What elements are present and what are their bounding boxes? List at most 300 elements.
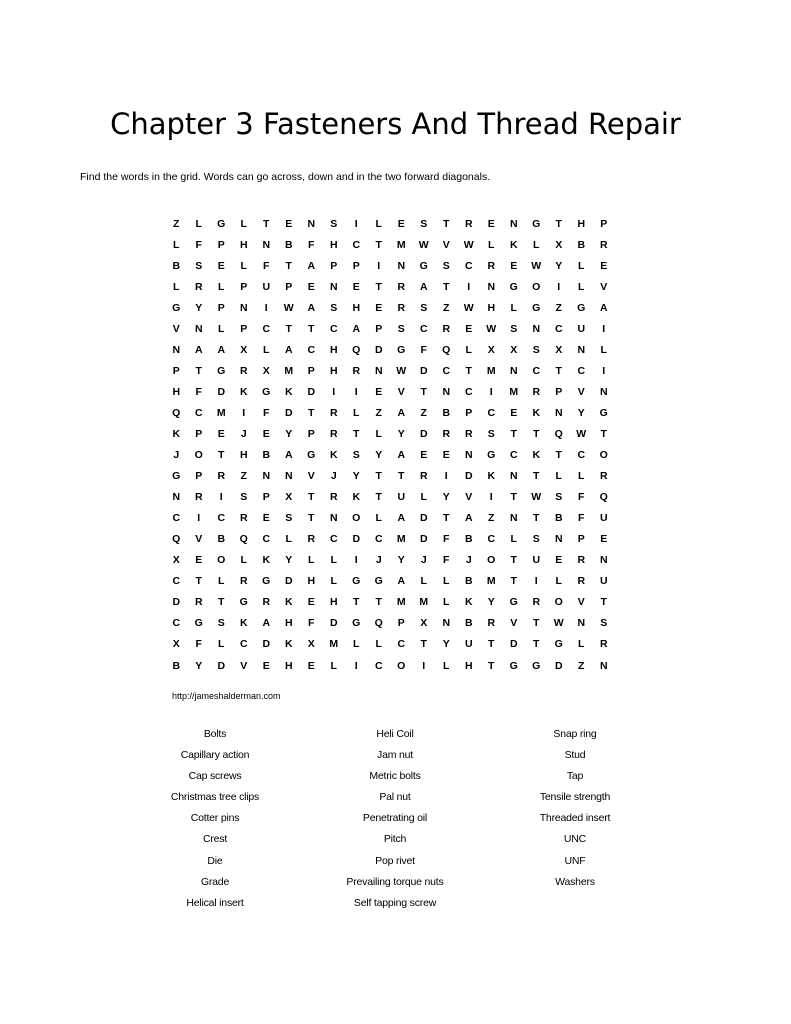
grid-letter: S [420,217,428,230]
grid-letter: P [375,322,383,335]
grid-letter: E [487,217,495,230]
grid-letter: F [443,533,450,546]
grid-letter: T [218,596,225,609]
grid-letter: P [555,385,563,398]
grid-letter: W [396,364,407,377]
grid-letter: Q [374,617,383,630]
word-list-item: Prevailing torque nuts [346,875,444,888]
grid-letter: Z [375,406,382,419]
grid-letter: M [486,575,496,588]
grid-letter: B [464,533,473,546]
grid-letter: K [172,427,181,440]
grid-letter: N [442,617,451,630]
grid-letter: L [308,554,315,567]
grid-letter: R [194,280,203,293]
grid-letter: T [488,638,495,651]
word-list-item: Die [207,854,223,867]
grid-letter: Q [172,406,181,419]
grid-letter: T [555,364,562,377]
grid-letter: P [217,301,225,314]
word-list-item: Threaded insert [539,812,611,825]
grid-letter: N [239,301,248,314]
grid-letter: D [329,617,338,630]
grid-letter: L [420,491,427,504]
word-list-item: Christmas tree clips [170,791,260,804]
grid-letter: F [195,238,202,251]
grid-letter: L [443,659,450,672]
grid-letter: Y [577,406,585,419]
grid-letter: M [419,596,429,609]
grid-letter: L [353,406,360,419]
grid-letter: T [218,449,225,462]
grid-letter: D [217,659,226,672]
grid-letter: U [397,491,406,504]
grid-letter: T [533,638,540,651]
grid-letter: S [532,343,540,356]
grid-letter: S [195,259,203,272]
grid-letter: D [307,385,316,398]
grid-letter: G [217,217,226,230]
grid-letter: V [195,533,203,546]
grid-letter: T [285,259,292,272]
grid-letter: N [509,217,518,230]
grid-letter: T [555,217,562,230]
grid-letter: T [510,491,517,504]
grid-letter: P [195,427,203,440]
grid-letter: G [352,617,361,630]
grid-letter: A [262,617,271,630]
grid-letter: H [329,364,338,377]
grid-letter: N [172,491,181,504]
grid-letter: T [533,617,540,630]
grid-letter: W [531,259,542,272]
word-list-item: Capillary action [180,749,250,762]
grid-letter: U [577,322,586,335]
grid-letter: I [377,259,381,272]
grid-letter: R [577,554,586,567]
grid-letter: I [467,280,471,293]
grid-letter: C [329,322,338,335]
word-list-item: Washers [555,875,595,888]
grid-letter: T [533,512,540,525]
grid-letter: G [509,659,518,672]
grid-letter: R [577,575,586,588]
grid-letter: R [532,596,541,609]
grid-letter: T [555,449,562,462]
grid-letter: L [218,322,225,335]
grid-letter: C [262,533,271,546]
grid-letter: E [420,449,428,462]
word-list-item: Crest [202,833,228,846]
grid-letter: B [217,533,226,546]
grid-letter: O [487,554,496,567]
page-title: Chapter 3 Fasteners And Thread Repair [110,107,681,141]
grid-letter: S [352,449,360,462]
grid-letter: Q [554,427,563,440]
grid-letter: A [307,301,316,314]
grid-letter: L [443,575,450,588]
grid-letter: O [532,280,541,293]
grid-letter: L [218,280,225,293]
grid-letter: C [172,575,181,588]
grid-letter: N [442,385,451,398]
grid-letter: T [420,385,427,398]
grid-letter: E [465,322,473,335]
grid-letter: R [352,364,361,377]
grid-letter: D [419,512,428,525]
grid-letter: X [240,343,248,356]
grid-letter: P [307,364,315,377]
grid-letter: T [375,470,382,483]
grid-letter: X [510,343,518,356]
grid-letter: K [487,470,496,483]
grid-letter: L [353,638,360,651]
grid-letter: N [464,449,473,462]
grid-letter: A [397,406,406,419]
word-column-1 [90,726,340,916]
grid-letter: G [217,364,226,377]
grid-letter: D [509,638,518,651]
grid-letter: E [307,596,315,609]
grid-letter: X [555,343,563,356]
grid-letter: D [464,470,473,483]
word-search-grid [165,213,615,676]
grid-letter: A [194,343,203,356]
grid-letter: T [308,322,315,335]
grid-letter: R [599,238,608,251]
grid-letter: N [554,533,563,546]
grid-letter: L [240,217,247,230]
grid-letter: Q [172,533,181,546]
grid-letter: Z [240,470,247,483]
grid-letter: S [240,491,248,504]
grid-letter: L [578,259,585,272]
grid-letter: Y [195,659,203,672]
grid-letter: A [217,343,226,356]
grid-letter: K [239,617,248,630]
grid-letter: H [284,617,293,630]
grid-letter: C [464,385,473,398]
grid-letter: P [352,259,360,272]
grid-letter: B [577,238,586,251]
grid-letter: S [600,617,608,630]
word-list-item: Helical insert [186,896,244,909]
grid-letter: R [329,491,338,504]
grid-letter: C [262,322,271,335]
grid-letter: H [329,238,338,251]
grid-letter: L [173,280,180,293]
grid-letter: K [329,449,338,462]
grid-letter: L [240,554,247,567]
grid-letter: E [510,259,518,272]
grid-letter: Y [397,554,405,567]
grid-letter: C [194,406,203,419]
grid-letter: S [330,217,338,230]
grid-letter: F [443,554,450,567]
grid-letter: G [374,575,383,588]
word-list-item: Grade [200,875,230,888]
grid-letter: E [600,533,608,546]
grid-letter: G [577,301,586,314]
grid-letter: H [172,385,181,398]
grid-letter: L [555,470,562,483]
word-list-item: Jam nut [377,749,413,762]
grid-letter: G [509,280,518,293]
grid-letter: T [533,427,540,440]
grid-letter: V [240,659,248,672]
grid-letter: P [240,322,248,335]
word-list-item: UNF [564,854,586,867]
grid-letter: N [532,322,541,335]
grid-letter: N [329,512,338,525]
grid-letter: A [284,449,293,462]
grid-letter: F [308,617,315,630]
grid-letter: T [308,512,315,525]
grid-letter: P [397,617,405,630]
grid-letter: Y [352,470,360,483]
grid-letter: M [396,238,406,251]
grid-letter: P [217,238,225,251]
grid-letter: R [239,512,248,525]
grid-letter: X [172,638,180,651]
grid-letter: K [352,491,361,504]
grid-letter: N [577,343,586,356]
grid-letter: C [442,364,451,377]
grid-letter: K [284,596,293,609]
grid-letter: Y [397,427,405,440]
grid-letter: W [531,491,542,504]
grid-letter: N [284,470,293,483]
grid-letter: I [354,659,358,672]
grid-letter: R [599,638,608,651]
grid-letter: R [419,470,428,483]
grid-letter: X [262,364,270,377]
grid-letter: I [197,512,201,525]
grid-letter: G [262,385,271,398]
grid-letter: V [172,322,180,335]
grid-letter: A [397,449,406,462]
grid-letter: G [532,217,541,230]
grid-letter: P [465,406,473,419]
grid-letter: T [510,554,517,567]
grid-letter: L [600,343,607,356]
grid-letter: O [194,449,203,462]
grid-letter: G [487,449,496,462]
grid-letter: T [600,596,607,609]
grid-letter: L [240,259,247,272]
word-list-item: Snap ring [553,728,597,740]
grid-letter: X [420,617,428,630]
grid-letter: L [218,575,225,588]
grid-letter: G [599,406,608,419]
grid-letter: W [283,301,294,314]
grid-letter: C [239,638,248,651]
grid-letter: E [217,259,225,272]
grid-letter: L [488,238,495,251]
grid-letter: G [194,617,203,630]
grid-letter: V [307,470,315,483]
grid-letter: O [397,659,406,672]
grid-letter: X [555,238,563,251]
grid-letter: L [578,638,585,651]
grid-letter: C [172,617,181,630]
grid-letter: A [599,301,608,314]
grid-letter: N [599,554,608,567]
grid-letter: H [329,343,338,356]
grid-letter: I [354,385,358,398]
grid-letter: R [487,259,496,272]
grid-letter: S [555,491,563,504]
grid-letter: I [354,554,358,567]
grid-letter: E [600,259,608,272]
grid-letter: H [577,217,586,230]
grid-letter: L [465,343,472,356]
grid-letter: T [488,659,495,672]
grid-letter: C [172,512,181,525]
grid-letter: Z [555,301,562,314]
grid-letter: L [173,238,180,251]
grid-letter: L [375,427,382,440]
grid-letter: L [578,280,585,293]
grid-letter: M [396,533,406,546]
grid-letter: W [418,238,429,251]
grid-letter: Q [239,533,248,546]
grid-letter: T [443,280,450,293]
grid-letter: I [444,470,448,483]
grid-letter: E [510,406,518,419]
grid-letter: I [557,280,561,293]
grid-letter: P [330,259,338,272]
grid-letter: R [329,406,338,419]
grid-letter: D [172,596,181,609]
word-list-item: Bolts [203,728,227,740]
grid-letter: E [375,301,383,314]
grid-letter: X [172,554,180,567]
grid-letter: E [285,217,293,230]
grid-letter: D [262,638,271,651]
grid-letter: F [263,406,270,419]
grid-letter: D [352,533,361,546]
grid-letter: Y [442,491,450,504]
grid-letter: E [262,427,270,440]
grid-letter: P [577,533,585,546]
grid-letter: Y [555,259,563,272]
grid-letter: K [532,406,541,419]
grid-letter: J [375,554,382,567]
grid-letter: G [532,659,541,672]
grid-letter: N [577,617,586,630]
grid-letter: S [487,427,495,440]
grid-letter: P [285,280,293,293]
grid-letter: L [443,596,450,609]
grid-letter: N [397,259,406,272]
grid-letter: K [239,385,248,398]
grid-letter: A [397,512,406,525]
word-list-item: Self tapping screw [353,896,437,909]
grid-letter: Z [578,659,585,672]
grid-letter: E [555,554,563,567]
grid-letter: H [239,449,248,462]
grid-letter: H [307,575,316,588]
grid-letter: A [284,343,293,356]
grid-letter: N [374,364,383,377]
grid-letter: L [263,343,270,356]
grid-letter: V [397,385,405,398]
grid-letter: K [262,554,271,567]
grid-letter: C [374,659,383,672]
grid-letter: F [420,343,427,356]
grid-letter: P [307,427,315,440]
grid-letter: L [330,575,337,588]
instructions: Find the words in the grid. Words can go across, down and in the two forward diagonals. [80,171,491,183]
grid-letter: T [263,217,270,230]
grid-letter: C [419,322,428,335]
grid-letter: H [239,238,248,251]
grid-letter: A [307,259,316,272]
grid-letter: E [307,659,315,672]
grid-letter: G [307,449,316,462]
grid-letter: F [195,638,202,651]
grid-letter: R [487,617,496,630]
grid-letter: T [195,575,202,588]
grid-letter: J [173,449,180,462]
grid-letter: I [219,491,223,504]
grid-letter: U [599,575,608,588]
grid-letter: G [419,259,428,272]
grid-letter: U [532,554,541,567]
source-link[interactable]: http://jameshalderman.com [172,691,281,701]
grid-letter: F [578,512,585,525]
grid-letter: C [217,512,226,525]
grid-letter: T [443,217,450,230]
grid-letter: N [599,385,608,398]
grid-letter: B [554,512,563,525]
grid-letter: B [464,617,473,630]
grid-letter: C [532,364,541,377]
grid-letter: M [396,596,406,609]
grid-letter: M [486,364,496,377]
grid-letter: G [172,301,181,314]
grid-letter: Z [443,301,450,314]
grid-letter: C [577,364,586,377]
grid-letter: K [532,449,541,462]
grid-letter: T [308,406,315,419]
grid-letter: U [464,638,473,651]
grid-letter: W [553,617,564,630]
grid-letter: L [420,575,427,588]
grid-letter: T [375,238,382,251]
grid-letter: H [284,659,293,672]
grid-letter: B [172,259,181,272]
grid-letter: D [284,406,293,419]
grid-letter: Y [487,596,495,609]
grid-letter: I [264,301,268,314]
grid-letter: T [195,364,202,377]
grid-letter: E [375,385,383,398]
grid-letter: V [577,596,585,609]
grid-letter: C [487,533,496,546]
grid-letter: N [554,406,563,419]
grid-letter: J [330,470,337,483]
grid-letter: L [375,512,382,525]
grid-letter: G [509,596,518,609]
grid-letter: L [510,301,517,314]
grid-letter: X [487,343,495,356]
grid-letter: L [375,638,382,651]
grid-letter: O [554,596,563,609]
word-list-item: Tensile strength [539,791,611,804]
grid-letter: I [242,406,246,419]
